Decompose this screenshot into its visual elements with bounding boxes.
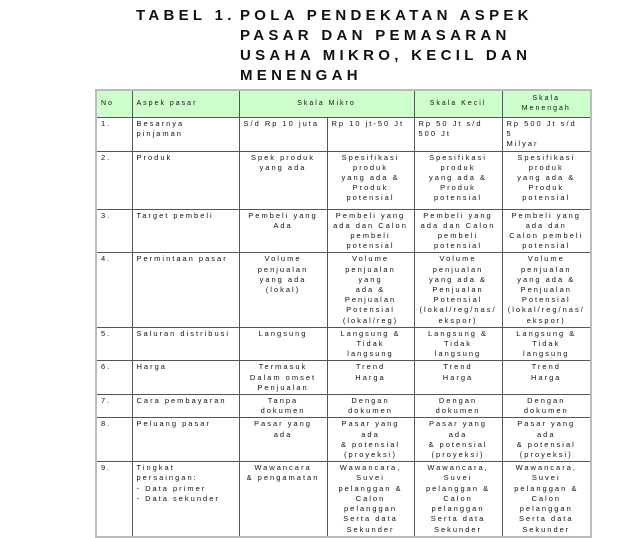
cell-line: yang ada <box>259 274 307 284</box>
cell-line: Wawancara, <box>515 463 577 473</box>
cell-line: potensial <box>346 193 395 203</box>
cell-line: ada <box>273 429 293 439</box>
cell-line: potensial <box>434 193 483 203</box>
cell-line: Pasar yang <box>254 419 312 429</box>
cell-m1 <box>239 151 327 209</box>
cell-line: (proyeksi) <box>519 450 573 460</box>
cell-aspek <box>132 462 239 537</box>
cell-line: pelanggan & <box>425 483 491 493</box>
cell-k <box>414 151 502 209</box>
cell-line: ada dan Calon <box>333 220 408 230</box>
cell-aspek <box>132 209 239 253</box>
cell-line: Spesifikasi <box>341 152 400 162</box>
cell-line: pembeli <box>350 231 391 241</box>
cell-m1 <box>239 418 327 462</box>
cell-line: langsung <box>523 349 570 359</box>
cell-k <box>414 361 502 395</box>
cell-line: Trend <box>443 362 473 372</box>
cell-k <box>414 395 502 418</box>
cell-line: Produk <box>528 183 565 193</box>
cell-line: Tidak <box>532 339 561 349</box>
cell-line: Serta data <box>343 514 398 524</box>
cell-line: Dengan <box>527 396 566 406</box>
cell-m1 <box>239 462 327 537</box>
cell-line: Pasar yang <box>429 419 487 429</box>
header-mikro: Skala Mikro <box>239 90 414 118</box>
cell-line: Sekunder <box>433 524 483 534</box>
cell-line: yang <box>358 274 383 284</box>
cell-line: ada dan Calon <box>420 220 496 230</box>
cell-line: penjualan <box>345 264 396 274</box>
cell-line: Tingkat <box>136 463 175 473</box>
cell-line: Target pembeli <box>136 210 214 220</box>
cell-line: Langsung & <box>340 328 401 338</box>
header-row <box>96 90 591 118</box>
cell-m2 <box>327 209 414 253</box>
cell-line: ada & <box>355 285 386 295</box>
cell-no: 2. <box>96 151 132 209</box>
cell-line: pelanggan <box>431 504 485 514</box>
cell-no: 5. <box>96 327 132 361</box>
cell-m1 <box>239 209 327 253</box>
cell-line: pembeli <box>437 231 479 241</box>
cell-m2 <box>327 462 414 537</box>
cell-line: (lokal/reg/nas/ <box>419 305 497 315</box>
cell-line: dokumen <box>523 406 569 416</box>
cell-line: yang ada & <box>517 274 576 284</box>
cell-line: Rp 50 Jt s/d <box>418 119 483 128</box>
header-kecil: Skala Kecil <box>414 90 502 118</box>
cell-line: Penjualan <box>344 295 397 305</box>
table-row <box>96 327 591 361</box>
cell-line: Pasar yang <box>341 419 400 429</box>
cell-line: potensial <box>522 241 571 251</box>
table-row <box>96 209 591 253</box>
cell-line: Potensial <box>346 305 395 315</box>
cell-mn <box>502 253 591 327</box>
cell-line: Volume <box>351 254 390 264</box>
cell-line: penjualan <box>432 264 484 274</box>
cell-line: Dengan <box>351 396 390 406</box>
cell-line: Potensial <box>433 295 483 305</box>
cell-mn <box>502 395 591 418</box>
cell-line: yang ada & <box>341 173 400 183</box>
cell-line: Penjualan <box>257 382 309 392</box>
cell-line: ada <box>448 429 468 439</box>
cell-m2 <box>327 151 414 209</box>
cell-line: Cara pembayaran <box>136 396 227 406</box>
header-aspek: Aspek pasar <box>132 90 239 118</box>
cell-line: dokumen <box>348 406 393 416</box>
cell-line: pelanggan <box>343 504 398 514</box>
cell-line: Suvei <box>531 473 561 483</box>
cell-m2 <box>327 253 414 327</box>
cell-line: Permintaan pasar <box>136 254 228 264</box>
cell-line: Serta data <box>430 514 486 524</box>
cell-line: Termasuk <box>258 362 308 372</box>
cell-k <box>414 327 502 361</box>
cell-line: Pasar yang <box>517 419 576 429</box>
cell-line: - Data primer <box>136 483 207 493</box>
cell-line: Rp 500 Jt s/d 5 <box>506 119 577 139</box>
header-menengah-2: Menengah <box>521 105 571 112</box>
cell-line: Harga <box>442 372 474 382</box>
header-no: No <box>96 90 132 118</box>
cell-aspek <box>132 327 239 361</box>
cell-line: - Data sekunder <box>136 493 220 503</box>
cell-line: pelanggan & <box>338 483 403 493</box>
header-menengah <box>502 90 591 118</box>
cell-mn <box>502 418 591 462</box>
cell-aspek <box>132 151 239 209</box>
cell-line: Produk <box>352 183 389 193</box>
cell-line: (lokal/reg/nas/ <box>507 305 585 315</box>
cell-m1 <box>239 395 327 418</box>
cell-line: & potensial <box>428 439 488 449</box>
cell-line: ada <box>537 429 556 439</box>
table-row <box>96 253 591 327</box>
table-row <box>96 361 591 395</box>
cell-line: langsung <box>434 349 482 359</box>
cell-line: ekspor) <box>526 315 566 325</box>
cell-no: 7. <box>96 395 132 418</box>
cell-line: (proyeksi) <box>431 450 485 460</box>
cell-line: (lokal) <box>265 285 301 295</box>
cell-no: 6. <box>96 361 132 395</box>
cell-line: potensial <box>522 193 571 203</box>
cell-line: Pembeli yang <box>248 210 318 220</box>
cell-line: Tanpa <box>267 396 299 406</box>
table-row <box>96 395 591 418</box>
cell-no: 8. <box>96 418 132 462</box>
cell-no: 3. <box>96 209 132 253</box>
cell-line: Calon <box>355 493 386 503</box>
cell-line: Sekunder <box>346 524 395 534</box>
cell-line: Trend <box>355 362 386 372</box>
cell-m1 <box>239 327 327 361</box>
cell-line: Produk <box>440 183 476 193</box>
cell-m1 <box>239 118 327 152</box>
cell-k <box>414 209 502 253</box>
market-approach-table <box>95 89 592 538</box>
cell-line: & potensial <box>340 439 401 449</box>
cell-line: Milyar <box>506 139 539 149</box>
cell-line: Harga <box>136 362 167 372</box>
cell-mn <box>502 209 591 253</box>
cell-line: yang ada <box>259 162 307 172</box>
cell-line: Wawancara, <box>339 463 402 473</box>
cell-line: Sekunder <box>522 524 571 534</box>
cell-line: Harga <box>355 372 386 382</box>
cell-no: 1. <box>96 118 132 152</box>
cell-line: Pembeli yang <box>335 210 406 220</box>
cell-aspek <box>132 253 239 327</box>
cell-line: S/d Rp 10 juta <box>243 119 320 128</box>
cell-line: Produk <box>136 152 173 162</box>
cell-no: 9. <box>96 462 132 537</box>
cell-line: yang ada & <box>429 173 487 183</box>
cell-line: Calon pembeli <box>509 231 584 241</box>
cell-line: Pembeli yang <box>511 210 581 220</box>
cell-line: Langsung <box>258 328 308 338</box>
cell-line: Pembeli yang <box>423 210 493 220</box>
cell-line: Volume <box>527 254 565 264</box>
table-row <box>96 118 591 152</box>
cell-line: Wawancara <box>254 463 312 473</box>
cell-line: Spesifikasi <box>517 152 576 162</box>
cell-line: Rp 10 jt-50 Jt <box>331 119 405 128</box>
cell-line: ada <box>361 429 380 439</box>
cell-mn <box>502 462 591 537</box>
header-menengah-1: Skala <box>532 94 561 102</box>
cell-line: (lokal/reg) <box>342 315 399 325</box>
cell-line: produk <box>353 162 388 172</box>
cell-line: Penjualan <box>520 285 572 295</box>
cell-line: dokumen <box>435 406 481 416</box>
cell-m2 <box>327 395 414 418</box>
table-row <box>96 462 591 537</box>
cell-aspek <box>132 418 239 462</box>
cell-line: pelanggan & <box>514 483 579 493</box>
cell-line: Penjualan <box>432 285 484 295</box>
cell-m1 <box>239 253 327 327</box>
table-caption: POLA PENDEKATAN ASPEK PASAR DAN PEMASARAN USAHA MIKRO, KECIL DAN MENENGAH <box>240 7 533 84</box>
cell-line: persaingan: <box>136 473 198 483</box>
cell-line: Wawancara, <box>427 463 489 473</box>
cell-mn <box>502 151 591 209</box>
cell-line: Spek produk <box>250 152 316 162</box>
cell-line: Peluang pasar <box>136 419 211 429</box>
cell-line: Serta data <box>518 514 574 524</box>
cell-line: produk <box>440 162 476 172</box>
cell-k <box>414 462 502 537</box>
cell-m2 <box>327 118 414 152</box>
cell-line: dokumen <box>260 406 306 416</box>
cell-line: Langsung & <box>516 328 577 338</box>
cell-line: Langsung & <box>427 328 489 338</box>
cell-line: pelanggan <box>519 504 573 514</box>
cell-line: Spesifikasi <box>429 152 487 162</box>
cell-m1 <box>239 361 327 395</box>
cell-line: Tidak <box>443 339 473 349</box>
cell-line: (proyeksi) <box>344 450 397 460</box>
cell-line: potensial <box>346 241 395 251</box>
cell-aspek <box>132 361 239 395</box>
cell-k <box>414 418 502 462</box>
cell-m2 <box>327 418 414 462</box>
cell-m2 <box>327 361 414 395</box>
cell-line: ekspor) <box>438 315 478 325</box>
cell-line: Tidak <box>356 339 385 349</box>
cell-line: Besarnya <box>136 119 185 128</box>
cell-line: Dengan <box>438 396 478 406</box>
cell-line: Suvei <box>443 473 473 483</box>
cell-line: penjualan <box>257 264 309 274</box>
cell-m2 <box>327 327 414 361</box>
cell-mn <box>502 327 591 361</box>
cell-line: & potensial <box>516 439 576 449</box>
cell-line: pinjaman <box>136 129 183 139</box>
cell-line: Calon <box>531 493 562 503</box>
cell-line: yang ada & <box>429 274 487 284</box>
table-row <box>96 151 591 209</box>
cell-aspek <box>132 395 239 418</box>
cell-line: produk <box>528 162 564 172</box>
cell-mn <box>502 361 591 395</box>
cell-line: langsung <box>347 349 394 359</box>
cell-aspek <box>132 118 239 152</box>
cell-line: Volume <box>439 254 477 264</box>
table-row <box>96 418 591 462</box>
cell-line: penjualan <box>521 264 572 274</box>
cell-line: Ada <box>273 220 293 230</box>
cell-k <box>414 118 502 152</box>
cell-line: yang ada & <box>517 173 576 183</box>
cell-line: & pengamatan <box>246 473 320 483</box>
cell-line: Dalam omset <box>249 372 317 382</box>
cell-line: Suvei <box>356 473 385 483</box>
cell-line: Volume <box>264 254 302 264</box>
cell-k <box>414 253 502 327</box>
cell-line: Saluran distribusi <box>136 328 231 338</box>
cell-line: Harga <box>531 372 562 382</box>
cell-line: ada dan <box>525 220 567 230</box>
cell-mn <box>502 118 591 152</box>
table-label: TABEL 1. <box>136 7 236 24</box>
cell-line: potensial <box>434 241 483 251</box>
cell-line: Calon <box>443 493 473 503</box>
cell-line: Potensial <box>521 295 571 305</box>
cell-line: 500 Jt <box>418 129 451 139</box>
cell-no: 4. <box>96 253 132 327</box>
cell-line: Trend <box>531 362 561 372</box>
